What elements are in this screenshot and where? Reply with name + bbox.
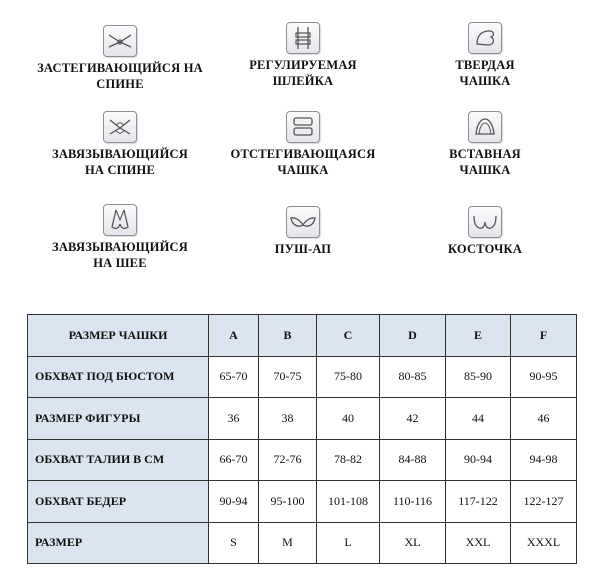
table-cell: 101-108 xyxy=(317,481,380,523)
table-cell: 38 xyxy=(259,398,317,440)
row-label-cell: ОБХВАТ ТАЛИИ В СМ xyxy=(28,439,209,481)
table-cell: XL xyxy=(380,522,446,564)
insert-cup-icon xyxy=(468,111,502,143)
push-up-icon xyxy=(286,206,320,238)
cup-header-cell: A xyxy=(209,315,259,357)
row-label-cell: РАЗМЕР xyxy=(28,522,209,564)
table-cell: L xyxy=(317,522,380,564)
table-cell: 90-95 xyxy=(511,356,577,398)
removable-cup-icon xyxy=(286,111,320,143)
feature-push-up xyxy=(203,206,403,257)
feature-label-adjustable-strap: РЕГУЛИРУЕМАЯ ШЛЕЙКА xyxy=(249,58,357,88)
table-cell: 78-82 xyxy=(317,439,380,481)
table-cell: XXXL xyxy=(511,522,577,564)
cup-header-cell: B xyxy=(259,315,317,357)
feature-label-underwire: КОСТОЧКА xyxy=(447,242,523,256)
adjustable-strap-icon xyxy=(286,22,320,54)
table-cell: 44 xyxy=(446,398,511,440)
header-label-cell: РАЗМЕР ЧАШКИ xyxy=(28,315,209,357)
cup-header-cell: F xyxy=(511,315,577,357)
cup-header-cell: C xyxy=(317,315,380,357)
table-row xyxy=(28,481,577,523)
feature-label-back-tie: ЗАВЯЗЫВАЮЩИЙСЯ НА СПИНЕ xyxy=(52,147,188,177)
table-cell: 40 xyxy=(317,398,380,440)
table-cell: 70-75 xyxy=(259,356,317,398)
table-cell: 46 xyxy=(511,398,577,440)
back-clasp-icon xyxy=(103,25,137,57)
cup-header-cell: E xyxy=(446,315,511,357)
table-cell: 117-122 xyxy=(446,481,511,523)
underwire-icon xyxy=(468,206,502,238)
cup-header-cell: D xyxy=(380,315,446,357)
feature-label-molded-cup: ТВЕРДАЯ ЧАШКА xyxy=(455,58,515,88)
feature-removable-cup xyxy=(203,111,403,178)
table-cell: 65-70 xyxy=(209,356,259,398)
feature-back-clasp xyxy=(20,25,220,92)
feature-label-push-up: ПУШ-АП xyxy=(274,242,332,256)
table-cell: S xyxy=(209,522,259,564)
feature-halter-neck xyxy=(20,204,220,271)
table-cell: 90-94 xyxy=(209,481,259,523)
table-row xyxy=(28,356,577,398)
feature-underwire xyxy=(385,206,585,257)
feature-label-back-clasp: ЗАСТЕГИВАЮЩИЙСЯ НА СПИНЕ xyxy=(37,61,203,91)
feature-molded-cup xyxy=(385,22,585,89)
table-cell: 95-100 xyxy=(259,481,317,523)
row-label-cell: РАЗМЕР ФИГУРЫ xyxy=(28,398,209,440)
molded-cup-icon xyxy=(468,22,502,54)
back-tie-icon xyxy=(103,111,137,143)
table-cell: 122-127 xyxy=(511,481,577,523)
table-cell: 42 xyxy=(380,398,446,440)
halter-neck-icon xyxy=(103,204,137,236)
table-cell: 66-70 xyxy=(209,439,259,481)
feature-insert-cup xyxy=(385,111,585,178)
table-header-row xyxy=(28,315,577,357)
table-row xyxy=(28,522,577,564)
table-cell: 36 xyxy=(209,398,259,440)
row-label-cell: ОБХВАТ ПОД БЮСТОМ xyxy=(28,356,209,398)
table-cell: 94-98 xyxy=(511,439,577,481)
table-cell: M xyxy=(259,522,317,564)
table-cell: XXL xyxy=(446,522,511,564)
size-chart-table xyxy=(27,314,577,564)
table-row xyxy=(28,439,577,481)
feature-back-tie xyxy=(20,111,220,178)
table-cell: 84-88 xyxy=(380,439,446,481)
table-cell: 110-116 xyxy=(380,481,446,523)
row-label-cell: ОБХВАТ БЕДЕР xyxy=(28,481,209,523)
table-cell: 72-76 xyxy=(259,439,317,481)
feature-label-insert-cup: ВСТАВНАЯ ЧАШКА xyxy=(449,147,521,177)
table-cell: 85-90 xyxy=(446,356,511,398)
feature-adjustable-strap xyxy=(203,22,403,89)
table-cell: 90-94 xyxy=(446,439,511,481)
table-row xyxy=(28,398,577,440)
feature-label-halter-neck: ЗАВЯЗЫВАЮЩИЙСЯ НА ШЕЕ xyxy=(52,240,188,270)
feature-label-removable-cup: ОТСТЕГИВАЮЩАЯСЯ ЧАШКА xyxy=(230,147,376,177)
table-cell: 75-80 xyxy=(317,356,380,398)
table-cell: 80-85 xyxy=(380,356,446,398)
